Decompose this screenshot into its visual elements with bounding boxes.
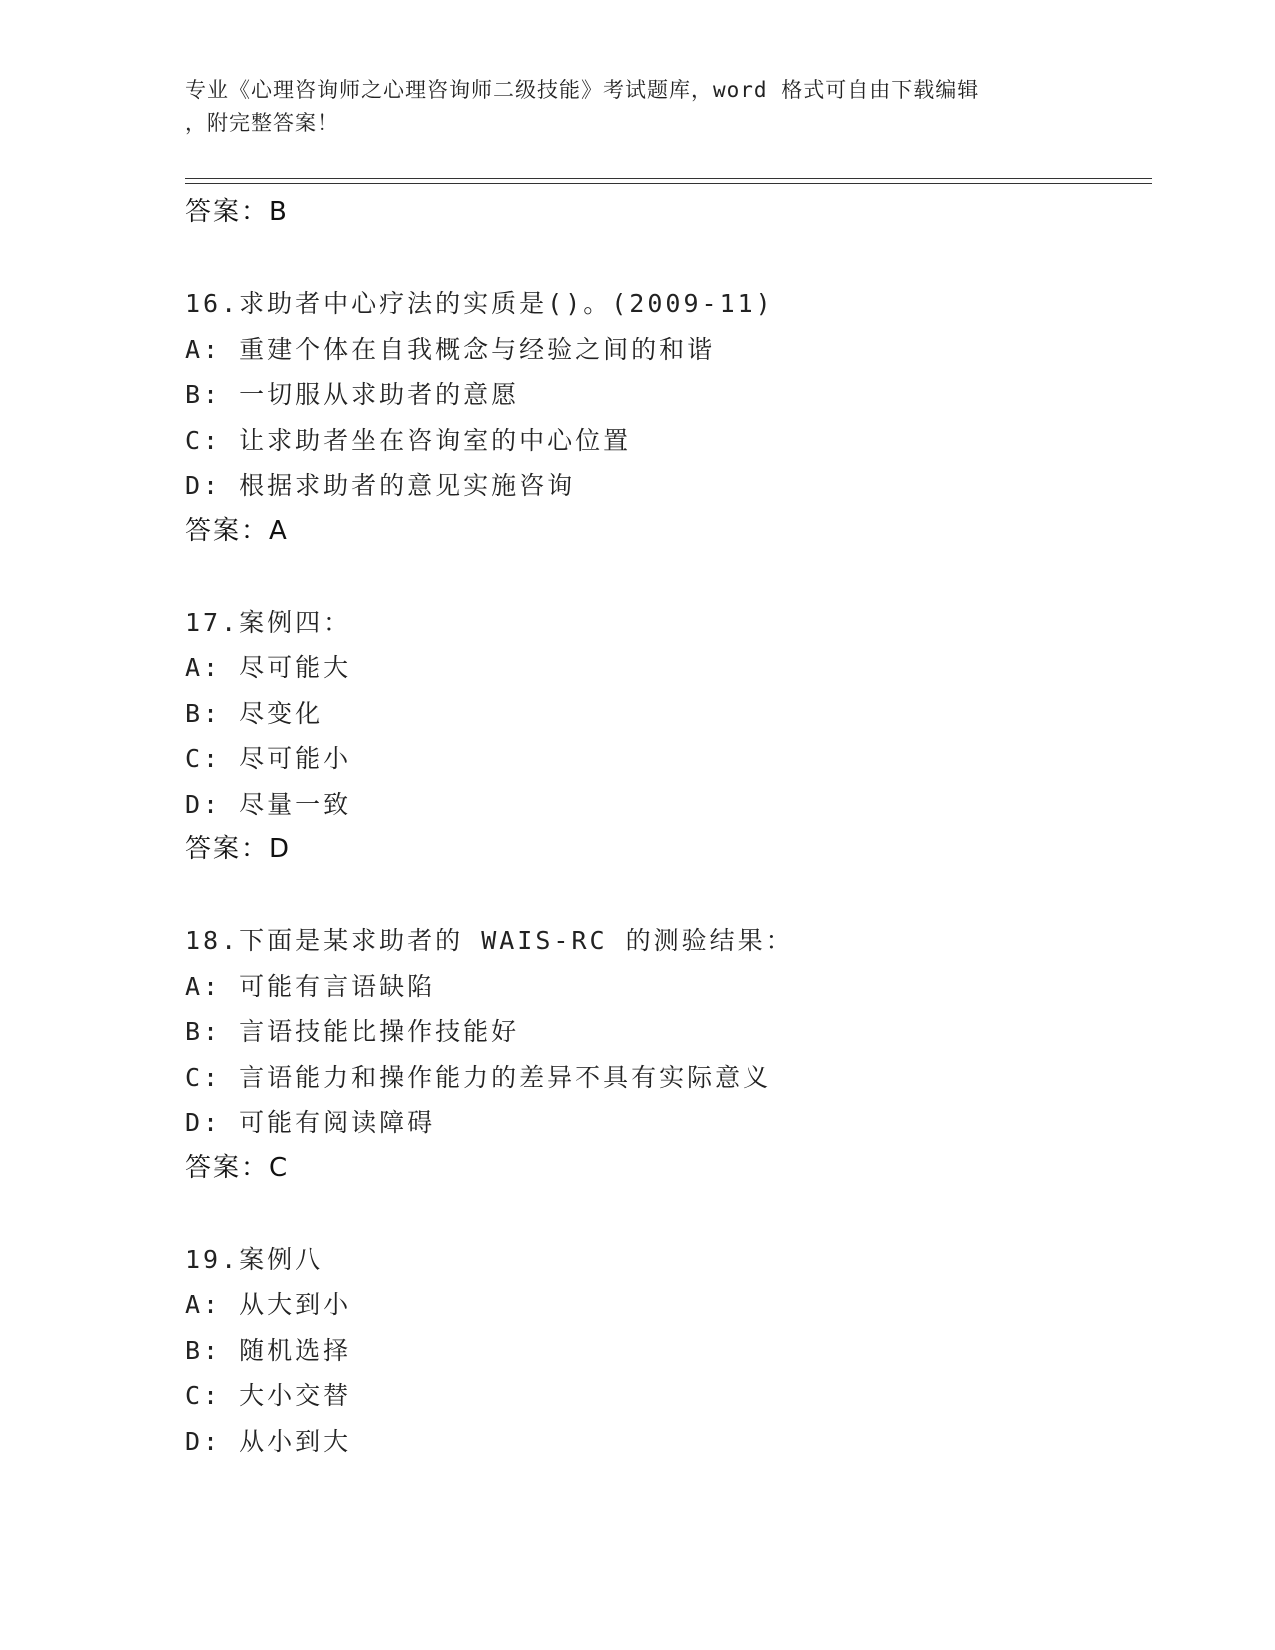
answer-label: 答案：D bbox=[185, 834, 292, 864]
spacer bbox=[185, 1191, 1145, 1237]
option-b: B: 一切服从求助者的意愿 bbox=[185, 380, 520, 409]
question-18 bbox=[185, 918, 1145, 1191]
header-line-2: ，附完整答案！ bbox=[185, 111, 339, 135]
option-d: D: 可能有阅读障碍 bbox=[185, 1108, 436, 1137]
answer-label: 答案：A bbox=[185, 515, 289, 546]
option-b: B: 尽变化 bbox=[185, 698, 324, 728]
question-stem: 18.下面是某求助者的 WAIS-RC 的测验结果： bbox=[185, 926, 794, 955]
previous-answer: 答案：B bbox=[185, 197, 289, 227]
option-a: A: 可能有言语缺陷 bbox=[185, 971, 436, 1001]
question-16 bbox=[185, 281, 1145, 554]
document-header bbox=[185, 74, 1065, 140]
option-a: A: 从大到小 bbox=[185, 1290, 352, 1319]
header-rule-bottom bbox=[185, 183, 1152, 184]
answer-label: 答案：C bbox=[185, 1152, 290, 1183]
question-list bbox=[185, 190, 1145, 1464]
option-d: D: 从小到大 bbox=[185, 1426, 352, 1456]
option-d: D: 根据求助者的意见实施咨询 bbox=[185, 471, 576, 500]
option-d: D: 尽量一致 bbox=[185, 789, 352, 819]
question-stem: 19.案例八 bbox=[185, 1244, 324, 1274]
question-17 bbox=[185, 600, 1145, 873]
header-line-1: 专业《心理咨询师之心理咨询师二级技能》考试题库，word 格式可自由下载编辑 bbox=[185, 78, 980, 102]
spacer bbox=[185, 554, 1145, 600]
spacer bbox=[185, 236, 1145, 282]
option-a: A: 尽可能大 bbox=[185, 653, 352, 682]
question-stem: 17.案例四： bbox=[185, 607, 352, 637]
option-c: C: 让求助者坐在咨询室的中心位置 bbox=[185, 425, 632, 455]
option-c: C: 大小交替 bbox=[185, 1381, 352, 1410]
option-c: C: 尽可能小 bbox=[185, 744, 352, 773]
header-rule-top bbox=[185, 178, 1152, 179]
question-stem: 16.求助者中心疗法的实质是()。(2009-11) bbox=[185, 289, 774, 318]
option-b: B: 随机选择 bbox=[185, 1335, 352, 1365]
option-a: A: 重建个体在自我概念与经验之间的和谐 bbox=[185, 334, 716, 364]
question-19 bbox=[185, 1237, 1145, 1465]
option-b: B: 言语技能比操作技能好 bbox=[185, 1017, 520, 1046]
spacer bbox=[185, 873, 1145, 919]
option-c: C: 言语能力和操作能力的差异不具有实际意义 bbox=[185, 1062, 772, 1092]
